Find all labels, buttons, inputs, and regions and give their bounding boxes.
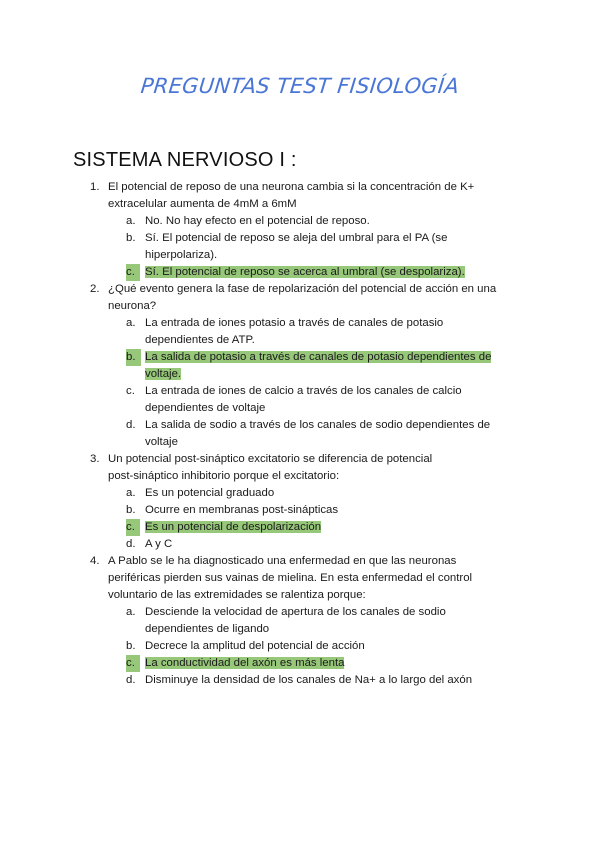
question-number: 3.: [90, 453, 100, 465]
option-text-line: [145, 349, 520, 366]
question-list: [0, 179, 600, 689]
highlighted-answer-text: La conductividad del axón es más lenta: [145, 657, 345, 669]
option-text-line: [145, 247, 520, 264]
question-item: [0, 553, 600, 689]
option-text-line: [145, 655, 520, 672]
highlighted-answer-text: Es un potencial de despolarización: [145, 521, 322, 533]
option-text-line: [145, 315, 520, 332]
option-letter: a.: [126, 487, 136, 499]
option-text: Desciende la velocidad de apertura de los canales de sodio: [145, 606, 446, 618]
option-text: Sí. El potencial de reposo se aleja del umbral para el PA (se: [145, 232, 448, 244]
option-letter: d.: [126, 538, 136, 550]
question-text: [108, 553, 520, 604]
question-text-line: extracelular aumenta de 4mM a 6mM: [108, 198, 297, 210]
option-letter: c.: [126, 655, 140, 672]
option-letter: c.: [126, 385, 135, 397]
question-item: [0, 451, 600, 553]
answer-option-correct: [108, 655, 520, 672]
option-letter: b.: [126, 504, 136, 516]
answer-option-correct: [108, 264, 520, 281]
option-text: Es un potencial graduado: [145, 487, 275, 499]
answer-option: [108, 502, 520, 519]
option-text: Disminuye la densidad de los canales de Na+ a lo largo del axón: [145, 674, 473, 686]
option-text: dependientes de ligando: [145, 623, 270, 635]
question-text-line: neurona?: [108, 300, 157, 312]
answer-option-correct: [108, 349, 520, 383]
option-letter: b.: [126, 232, 136, 244]
question-number: 2.: [90, 283, 100, 295]
option-text-line: [145, 536, 520, 553]
option-letter: c.: [126, 519, 140, 536]
answer-option: [108, 536, 520, 553]
question-number: 4.: [90, 555, 100, 567]
question-item: [0, 281, 600, 451]
question-text-line: Un potencial post-sináptico excitatorio se diferencia de potencial: [108, 453, 433, 465]
section-heading: SISTEMA NERVIOSO I :: [73, 149, 297, 171]
answer-option: [108, 213, 520, 230]
question-text: [108, 179, 520, 213]
option-letter: a.: [126, 606, 136, 618]
option-text-line: [145, 638, 520, 655]
question-text-line: A Pablo se le ha diagnosticado una enfermedad en que las neuronas: [108, 555, 457, 567]
answer-option-correct: [108, 519, 520, 536]
answer-options: [108, 315, 520, 451]
option-text-line: [145, 434, 520, 451]
option-letter: d.: [126, 674, 136, 686]
option-text-line: [145, 383, 520, 400]
option-text: A y C: [145, 538, 173, 550]
option-text: La entrada de iones potasio a través de canales de potasio: [145, 317, 444, 329]
answer-option: [108, 383, 520, 417]
option-text-line: [145, 417, 520, 434]
option-text: voltaje: [145, 436, 178, 448]
option-letter: a.: [126, 317, 136, 329]
option-text-line: [145, 230, 520, 247]
option-text-line: [145, 213, 520, 230]
option-text: Decrece la amplitud del potencial de acción: [145, 640, 365, 652]
option-text-line: [145, 502, 520, 519]
answer-options: [108, 604, 520, 689]
option-text-line: [145, 519, 520, 536]
answer-option: [108, 604, 520, 638]
option-text: No. No hay efecto en el potencial de reposo.: [145, 215, 370, 227]
answer-option: [108, 417, 520, 451]
answer-option: [108, 672, 520, 689]
option-text: Ocurre en membranas post-sinápticas: [145, 504, 339, 516]
option-letter: d.: [126, 419, 136, 431]
option-letter: b.: [126, 640, 136, 652]
option-text: La salida de sodio a través de los canales de sodio dependientes de: [145, 419, 491, 431]
question-text: [108, 281, 520, 315]
question-text-line: El potencial de reposo de una neurona cambia si la concentración de K+: [108, 181, 475, 193]
option-text-line: [145, 366, 520, 383]
option-text: dependientes de voltaje: [145, 402, 266, 414]
option-text-line: [145, 485, 520, 502]
question-text-line: voluntario de las extremidades se ralentiza porque:: [108, 589, 366, 601]
answer-option: [108, 230, 520, 264]
document-title: PREGUNTAS TEST FISIOLOGÍA: [139, 74, 461, 98]
highlighted-answer-text: voltaje.: [145, 368, 182, 380]
option-letter: a.: [126, 215, 136, 227]
option-letter: b.: [126, 349, 141, 366]
option-text-line: [145, 621, 520, 638]
option-text: hiperpolariza).: [145, 249, 218, 261]
option-text: dependientes de ATP.: [145, 334, 255, 346]
option-letter: c.: [126, 264, 140, 281]
highlighted-answer-text: Sí. El potencial de reposo se acerca al umbral (se despolariza).: [145, 266, 465, 278]
option-text-line: [145, 332, 520, 349]
highlighted-answer-text: La salida de potasio a través de canales de potasio dependientes de: [145, 351, 492, 363]
answer-option: [108, 315, 520, 349]
option-text-line: [145, 604, 520, 621]
question-text: [108, 451, 520, 485]
option-text: La entrada de iones de calcio a través de los canales de calcio: [145, 385, 462, 397]
option-text-line: [145, 400, 520, 417]
question-text-line: post-sináptico inhibitorio porque el excitatorio:: [108, 470, 340, 482]
option-text-line: [145, 672, 520, 689]
answer-options: [108, 213, 520, 281]
question-number: 1.: [90, 181, 100, 193]
question-text-line: ¿Qué evento genera la fase de repolarización del potencial de acción en una: [108, 283, 497, 295]
answer-options: [108, 485, 520, 553]
option-text-line: [145, 264, 520, 281]
answer-option: [108, 485, 520, 502]
answer-option: [108, 638, 520, 655]
question-item: [0, 179, 600, 281]
question-text-line: periféricas pierden sus vainas de mielina. En esta enfermedad el control: [108, 572, 473, 584]
